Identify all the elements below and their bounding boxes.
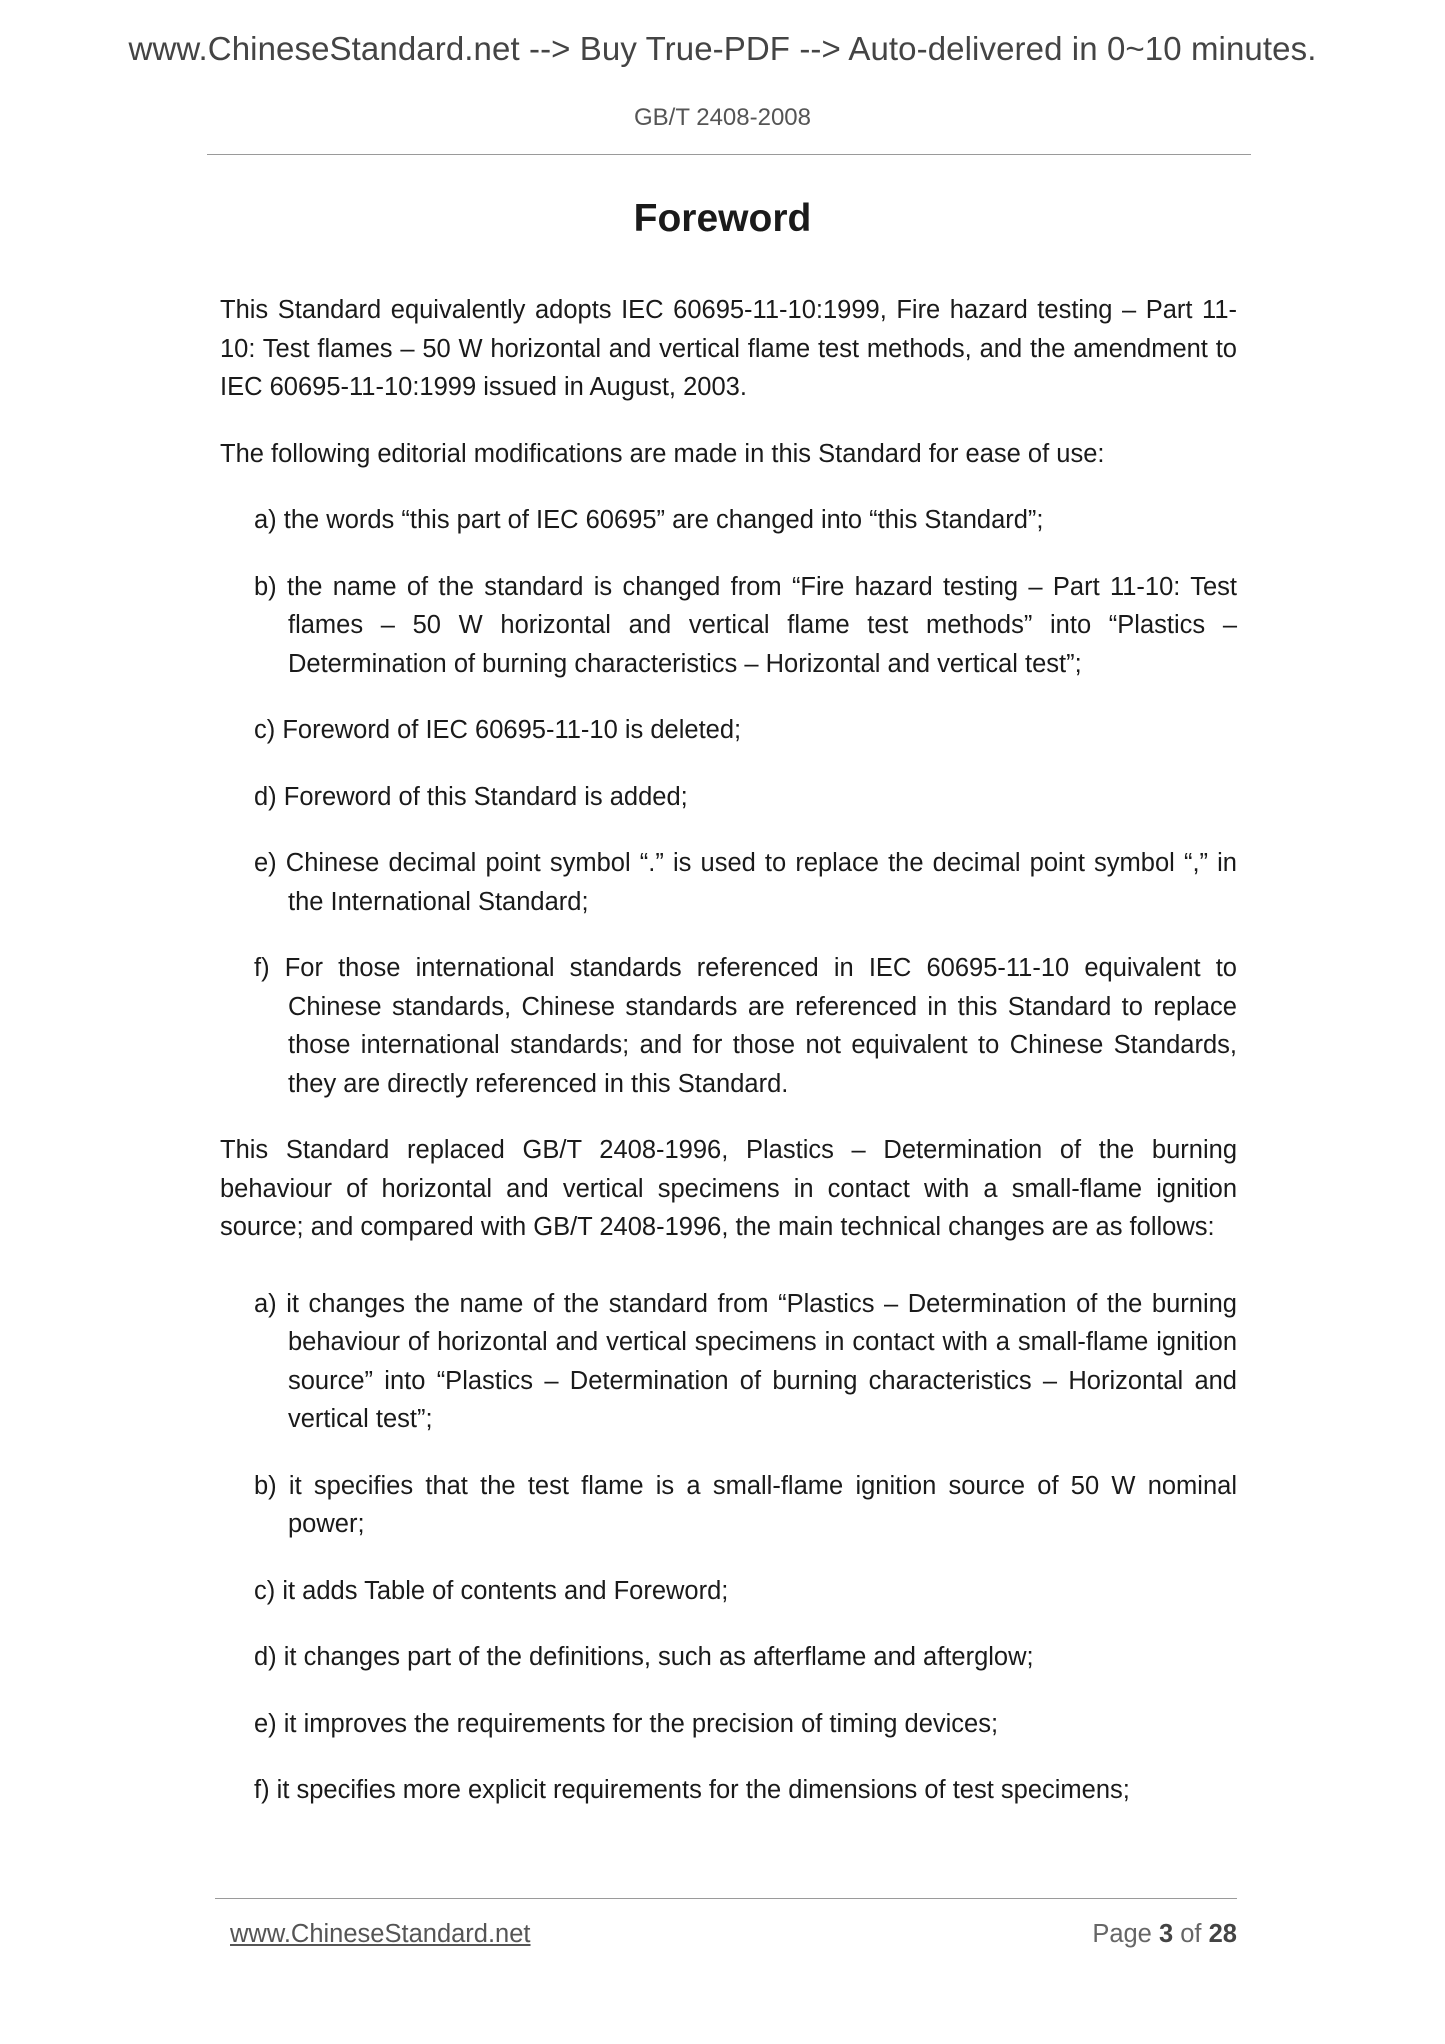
change-item: b) it specifies that the test flame is a small-flame ignition source of 50 W nominal power;	[254, 1471, 1237, 1538]
replacement-paragraph: This Standard replaced GB/T 2408-1996, Plastics – Determination of the burning behaviour of horizontal and vertical specimens in contact with a small-flame ignition source; and compared with GB/T 2408-1996, the main technical changes are as follows:	[220, 1136, 1237, 1241]
page-total: 28	[1208, 1920, 1237, 1948]
top-banner: www.ChineseStandard.net --> Buy True-PDF --> Auto-delivered in 0~10 minutes.	[128, 30, 1317, 67]
page-indicator	[1092, 1920, 1237, 1949]
change-item: f) it specifies more explicit requirements for the dimensions of test specimens;	[254, 1776, 1130, 1804]
document-code: GB/T 2408-2008	[633, 104, 811, 131]
page-label: Page	[1092, 1920, 1152, 1948]
adoption-paragraph: This Standard equivalently adopts IEC 60695-11-10:1999, Fire hazard testing – Part 11-10: Test flames – 50 W horizontal and vertical flame test methods, and the amendment to IEC 60695-11-10:1999 issued in August, 2003.	[220, 296, 1237, 401]
change-item: c) it adds Table of contents and Foreword;	[254, 1576, 729, 1605]
page-title: Foreword	[633, 197, 812, 240]
modification-item: d) Foreword of this Standard is added;	[254, 782, 688, 811]
modification-item: f) For those international standards referenced in IEC 60695-11-10 equivalent to Chinese standards, Chinese standards are referenced in this Standard to replace those international standards; and for those not equivalent to Chinese Standards, they are directly referenced in this Standard.	[254, 954, 1237, 1098]
footer-divider	[215, 1898, 1237, 1899]
change-item: a) it changes the name of the standard from “Plastics – Determination of the burning behaviour of horizontal and vertical specimens in contact with a small-flame ignition source” into “Plastics – Determination of burning characteristics – Horizontal and vertical test”;	[254, 1289, 1237, 1433]
modification-item: c) Foreword of IEC 60695-11-10 is deleted;	[254, 716, 742, 744]
change-item: d) it changes part of the definitions, such as afterflame and afterglow;	[254, 1643, 1034, 1671]
foreword-body	[220, 291, 1237, 1838]
page-current: 3	[1158, 1920, 1174, 1948]
modifications-lead: The following editorial modifications are made in this Standard for ease of use:	[220, 439, 1105, 468]
header-divider	[207, 154, 1251, 155]
change-item: e) it improves the requirements for the precision of timing devices;	[254, 1709, 999, 1738]
footer-site-link[interactable]: www.ChineseStandard.net	[230, 1920, 531, 1948]
modification-item: a) the words “this part of IEC 60695” are changed into “this Standard”;	[254, 506, 1044, 534]
modification-item: e) Chinese decimal point symbol “.” is used to replace the decimal point symbol “,” in the International Standard;	[254, 849, 1237, 916]
modification-item: b) the name of the standard is changed from “Fire hazard testing – Part 11-10: Test flames – 50 W horizontal and vertical flame test methods” into “Plastics – Determination of burning characteristics – Horizontal and vertical test”;	[254, 572, 1237, 678]
page-of-label: of	[1180, 1920, 1202, 1948]
